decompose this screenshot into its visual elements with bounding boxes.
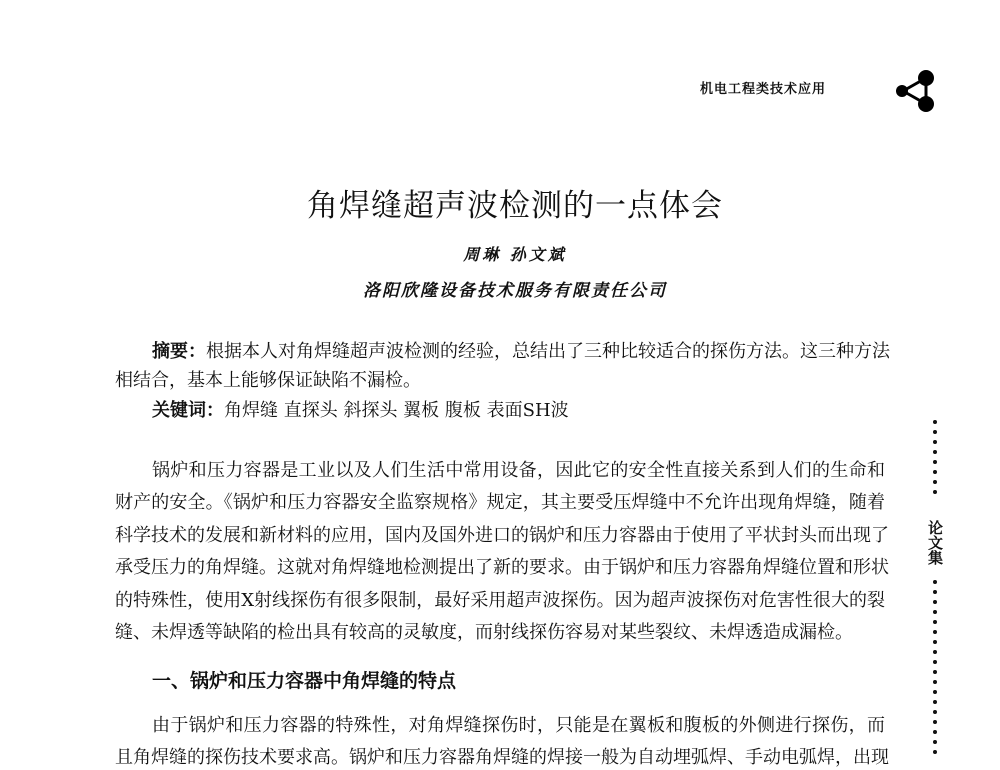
keywords-line [152, 399, 885, 423]
section1-line: 且角焊缝的探伤技术要求高。锅炉和压力容器角焊缝的焊接一般为自动埋弧焊、手动电弧焊，出现 [115, 747, 889, 768]
side-dots-bottom [928, 580, 942, 760]
intro-line: 缝、未焊透等缺陷的检出具有较高的灵敏度，而射线探伤容易对某些裂纹、未焊透造成漏检。 [115, 622, 853, 643]
keywords-text: 角焊缝 直探头 斜探头 翼板 腹板 表面SH波 [224, 400, 569, 421]
intro-line: 财产的安全。《锅炉和压力容器安全监察规格》规定，其主要受压焊缝中不允许出现角焊缝，随着 [115, 492, 885, 513]
intro-line: 承受压力的角焊缝。这就对角焊缝地检测提出了新的要求。由于锅炉和压力容器角焊缝位置和形状 [115, 557, 889, 578]
article-authors: 周琳 孙文斌 [463, 245, 567, 264]
abstract-text: 根据本人对角焊缝超声波检测的经验，总结出了三种比较适合的探伤方法。这三种方法 [206, 341, 890, 362]
article-title: 角焊缝超声波检测的一点体会 [307, 188, 723, 224]
intro-line: 科学技术的发展和新材料的应用，国内及国外进口的锅炉和压力容器由于使用了平状封头而出现了 [115, 525, 889, 546]
section1-line: 由于锅炉和压力容器的特殊性，对角焊缝探伤时，只能是在翼板和腹板的外侧进行探伤，而 [152, 715, 885, 736]
section-heading: 一、锅炉和压力容器中角焊缝的特点 [152, 670, 457, 692]
section-label: 机电工程类技术应用 [700, 82, 827, 97]
share-nodes-icon [893, 68, 937, 114]
side-label: 论文集 [926, 520, 944, 565]
keywords-label: 关键词： [152, 400, 224, 421]
article-company: 洛阳欣隆设备技术服务有限责任公司 [363, 281, 667, 301]
side-dots-top [928, 420, 942, 500]
abstract-line [152, 340, 890, 364]
intro-line: 的特殊性，使用X射线探伤有很多限制，最好采用超声波探伤。因为超声波探伤对危害性很大的裂 [115, 590, 885, 611]
abstract-line: 相结合，基本上能够保证缺陷不漏检。 [115, 370, 421, 391]
abstract-label: 摘要： [152, 341, 206, 362]
intro-line: 锅炉和压力容器是工业以及人们生活中常用设备，因此它的安全性直接关系到人们的生命和 [152, 460, 885, 481]
